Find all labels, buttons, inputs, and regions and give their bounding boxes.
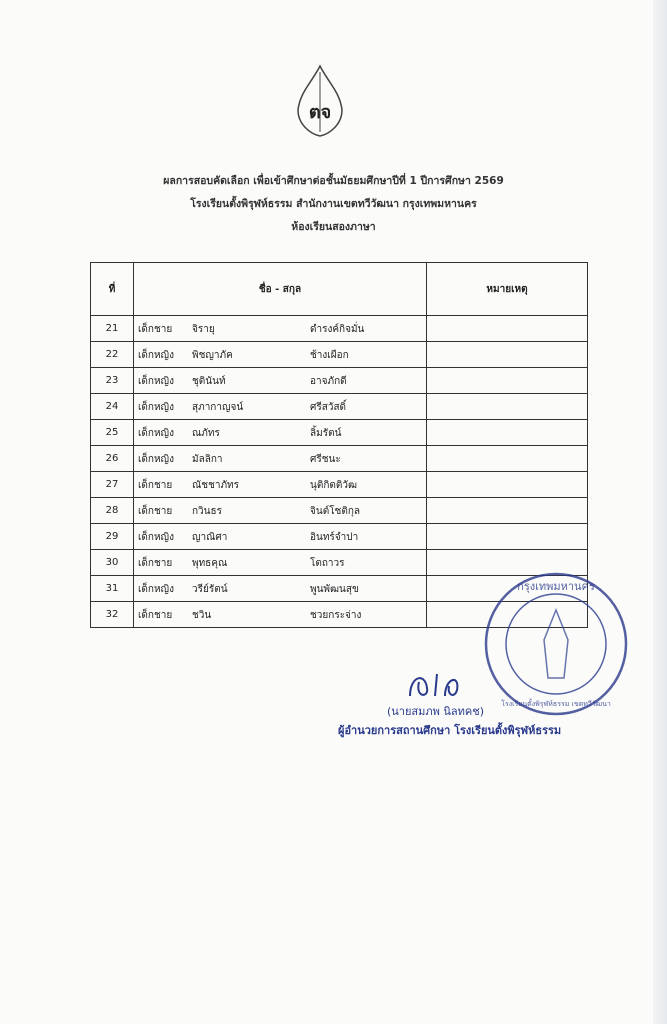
name-prefix: เด็กชาย <box>138 558 173 569</box>
first-name: พิชญาภัค <box>192 350 233 361</box>
first-name: ชุตินันท์ <box>192 376 226 387</box>
last-name: ช้างเผือก <box>310 350 349 361</box>
table-row <box>91 446 588 472</box>
last-name: นุติกิตติวัฒ <box>310 480 358 491</box>
row-note <box>427 420 588 446</box>
table-row <box>91 472 588 498</box>
header-line-3: ห้องเรียนสองภาษา <box>291 221 376 233</box>
row-no: 23 <box>91 368 134 394</box>
row-name <box>134 524 427 550</box>
name-prefix: เด็กหญิง <box>138 428 174 439</box>
header-note: หมายเหตุ <box>427 263 588 316</box>
row-note <box>427 394 588 420</box>
row-name <box>134 316 427 342</box>
row-note <box>427 446 588 472</box>
row-no: 24 <box>91 394 134 420</box>
name-prefix: เด็กชาย <box>138 324 173 335</box>
first-name: มัลลิกา <box>192 454 223 465</box>
row-name <box>134 576 427 602</box>
stamp-school: โรงเรียนตั้งพิรุฬห์ธรรม เขตทวีวัฒนา <box>501 700 611 708</box>
row-note <box>427 524 588 550</box>
table-row <box>91 524 588 550</box>
row-name <box>134 342 427 368</box>
row-name <box>134 472 427 498</box>
table-row <box>91 394 588 420</box>
last-name: ดำรงค์กิจมั่น <box>310 324 365 335</box>
last-name: จินต์โชติกุล <box>310 506 361 517</box>
last-name: ชวยกระจ่าง <box>310 610 362 621</box>
row-no: 30 <box>91 550 134 576</box>
last-name: ลิ้มรัตน์ <box>310 428 342 439</box>
row-no: 27 <box>91 472 134 498</box>
row-no: 31 <box>91 576 134 602</box>
last-name: พูนพัฒนสุข <box>310 584 359 595</box>
first-name: ณัชชาภัทร <box>192 480 240 491</box>
last-name: ศรีชนะ <box>310 454 341 465</box>
row-no: 22 <box>91 342 134 368</box>
last-name: อาจภักดี <box>310 376 347 387</box>
row-no: 25 <box>91 420 134 446</box>
school-logo <box>290 62 350 152</box>
row-note <box>427 316 588 342</box>
row-name <box>134 446 427 472</box>
name-prefix: เด็กหญิง <box>138 454 174 465</box>
header-name: ชื่อ - สกุล <box>134 263 427 316</box>
official-stamp <box>482 570 630 718</box>
table-row <box>91 420 588 446</box>
name-prefix: เด็กหญิง <box>138 376 174 387</box>
table-row <box>91 342 588 368</box>
row-name <box>134 550 427 576</box>
last-name: โตถาวร <box>310 558 345 569</box>
table-row <box>91 368 588 394</box>
name-prefix: เด็กหญิง <box>138 532 174 543</box>
signer-position: ผู้อำนวยการสถานศึกษา โรงเรียนตั้งพิรุฬห์ธรรม <box>338 724 562 737</box>
last-name: ศรีสวัสดิ์ <box>310 402 347 413</box>
table-row <box>91 316 588 342</box>
header-no: ที่ <box>91 263 134 316</box>
page-edge <box>653 0 667 1024</box>
row-name <box>134 498 427 524</box>
svg-text:ตจ: ตจ <box>308 102 332 123</box>
row-name <box>134 368 427 394</box>
last-name: อินทร์จำปา <box>310 532 359 543</box>
first-name: สุภากาญจน์ <box>192 402 244 413</box>
first-name: วรีย์รัตน์ <box>192 584 228 595</box>
row-no: 32 <box>91 602 134 628</box>
row-no: 29 <box>91 524 134 550</box>
signer-name: (นายสมภพ นิลทคช) <box>387 705 485 718</box>
first-name: พุทธคุณ <box>192 558 228 569</box>
first-name: ญาณิศา <box>192 532 228 543</box>
first-name: จิรายุ <box>192 324 215 335</box>
row-note <box>427 472 588 498</box>
first-name: กวินธร <box>192 506 222 517</box>
row-name <box>134 602 427 628</box>
row-note <box>427 368 588 394</box>
first-name: ณภัทร <box>192 428 220 439</box>
row-no: 21 <box>91 316 134 342</box>
header-line-2: โรงเรียนตั้งพิรุฬห์ธรรม สำนักงานเขตทวีวัฒนา กรุงเทพมหานคร <box>190 198 477 210</box>
table-row <box>91 498 588 524</box>
header-line-1: ผลการสอบคัดเลือก เพื่อเข้าศึกษาต่อชั้นมัธยมศึกษาปีที่ 1 ปีการศึกษา 2569 <box>163 175 504 187</box>
row-note <box>427 342 588 368</box>
row-no: 28 <box>91 498 134 524</box>
row-note <box>427 498 588 524</box>
name-prefix: เด็กหญิง <box>138 402 174 413</box>
row-name <box>134 420 427 446</box>
row-name <box>134 394 427 420</box>
first-name: ชวิน <box>192 610 212 621</box>
name-prefix: เด็กชาย <box>138 610 173 621</box>
name-prefix: เด็กหญิง <box>138 350 174 361</box>
row-no: 26 <box>91 446 134 472</box>
name-prefix: เด็กชาย <box>138 480 173 491</box>
stamp-text: กรุงเทพมหานคร <box>517 580 595 593</box>
name-prefix: เด็กชาย <box>138 506 173 517</box>
name-prefix: เด็กหญิง <box>138 584 174 595</box>
signature-mark <box>405 668 475 702</box>
